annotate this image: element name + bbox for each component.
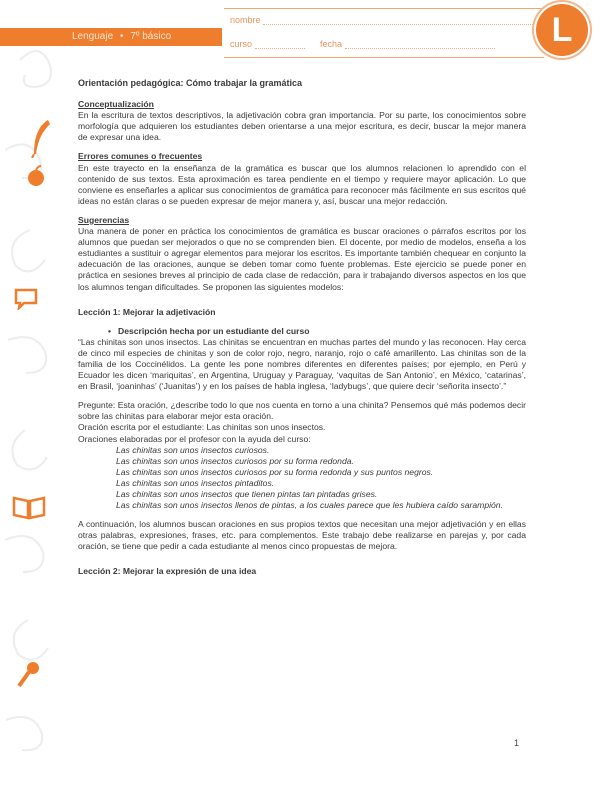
course-field[interactable] — [230, 39, 305, 49]
grade-label: 7º básico — [130, 31, 172, 42]
section-heading-errors: Errores comunes o frecuentes — [78, 151, 203, 162]
lesson-1-title: Lección 1: Mejorar la adjetivación — [78, 306, 216, 317]
speech-bubble-icon — [14, 288, 38, 315]
name-field[interactable] — [230, 15, 533, 25]
date-field[interactable] — [320, 39, 495, 49]
book-icon — [12, 494, 46, 525]
original-sentence: Oración escrita por el estudiante: Las chinitas son unos insectos. — [78, 422, 326, 433]
student-quote: “Las chinitas son unos insectos. Las chinitas se encuentran en muchas partes del mundo y las reconocen. Hay cerca de cinco mil especies de chinitas y son de color rojo, negro, naranjo, rojo o café amarillento. Las chinitas son de la familia de los Coccinélidos. La gente les pone nombres diferentes en diferentes países; por ejemplo, en Perú y Ecuador les dicen ‘mariquitas’, en Argentina, Uruguay y Paraguay, ‘vaquitas de San Antonio’, en México, ‘catarinas’, en Brasil, ‘joaninhas’ (‘Juanitas’) y en los países de habla inglesa, ‘ladybugs’, que quiere decir ‘señorita insecto’.” — [78, 336, 526, 392]
subject-separator: • — [119, 31, 124, 42]
course-label: curso — [230, 39, 253, 49]
variant-sentence: Las chinitas son unos insectos curiosos por su forma redonda y sus puntos negros. — [116, 466, 434, 477]
variant-sentence: Las chinitas son unos insectos pintaditos. — [116, 477, 275, 488]
section-text-errors: En este trayecto en la enseñanza de la gramática es buscar que los alumnos relacionen lo aprendido con el contenido de sus textos. Esta aproximación es tarea pendiente en el tiempo y requiere mayor aplicación. Lo que conviene es enseñarles a aplicar sus conocimientos de gramática para reconocer más fácilmente en sus escritos qué ideas no están claras o se pueden expresar de mejor manera y, así, buscar una mejor redacción. — [78, 162, 526, 206]
section-text-conceptualization: En la escritura de textos descriptivos, la adjetivación cobra gran importancia. Por su parte, los conocimientos sobre morfología que adquieren los estudiantes deben orientarse a una mejor escritura, es decir, buscar la mejor manera de expresar una idea. — [78, 110, 526, 143]
page-number: 1 — [514, 738, 520, 748]
feather-icon — [30, 118, 52, 163]
apple-icon — [26, 165, 46, 192]
section-heading-conceptualization: Conceptualización — [78, 99, 154, 110]
section-text-suggestions: Una manera de poner en práctica los conocimientos de gramática es buscar oraciones o párrafos escritos por los alumnos que puedan ser mejorados o que no se comprenden bien. El docente, por medio de modelos, enseña a los estudiantes a sustituir o agregar elementos para mejorar los escritos. Es importante también chequear en conjunto la adecuación de las oraciones, aunque se deben tomar como fuente problemas. Este ejercicio se puede poner en práctica en sesiones breves al principio de cada clase de redacción, para ir trabajando diversos aspectos en los que los alumnos tengan dificultades. Se proponen las siguientes modelos: — [78, 226, 526, 292]
date-label: fecha — [320, 39, 343, 49]
microphone-icon — [16, 660, 42, 695]
variant-sentence: Las chinitas son unos insectos que tienen pintas tan pintadas grises. — [116, 489, 378, 499]
document-body — [78, 78, 526, 586]
section-heading-suggestions: Sugerencias — [78, 214, 130, 225]
document-title: Orientación pedagógica: Cómo trabajar la gramática — [78, 78, 303, 88]
side-decoration — [0, 0, 62, 800]
subject-bar — [0, 28, 222, 46]
variant-sentence: Las chinitas son unos insectos llenos de pintas, a los cuales parece que les hubiera caído sarampión. — [116, 500, 503, 511]
bullet-student-description: • Descripción hecha por un estudiante del curso — [78, 326, 526, 337]
variant-sentence: Las chinitas son unos insectos curiosos por su forma redonda. — [116, 455, 354, 466]
teacher-question: Pregunte: Esta oración, ¿describe todo lo que nos cuenta en torno a una chinita? Pensemos qué más podemos decir sobre las chinitas para elaborar mejor esta oración. — [78, 400, 526, 422]
lesson-2-title: Lección 2: Mejorar la expresión de una idea — [78, 566, 257, 577]
student-info-box — [224, 8, 544, 58]
variant-sentence: Las chinitas son unos insectos curiosos. — [116, 444, 270, 455]
name-label: nombre — [230, 15, 261, 25]
subject-label: Lenguaje — [72, 31, 114, 42]
closing-paragraph: A continuación, los alumnos buscan oraciones en sus propios textos que necesitan una mejor adjetivación y en ellas otras palabras, expresiones, frases, etc. para complementos. Este trabajo debe realizarse en parejas y, por cada oración, se tiene que pedir a cada estudiante al menos cinco propuestas de mejora. — [78, 519, 526, 552]
subject-badge: L — [536, 4, 588, 56]
variants-intro: Oraciones elaboradas por el profesor con la ayuda del curso: — [78, 433, 311, 444]
